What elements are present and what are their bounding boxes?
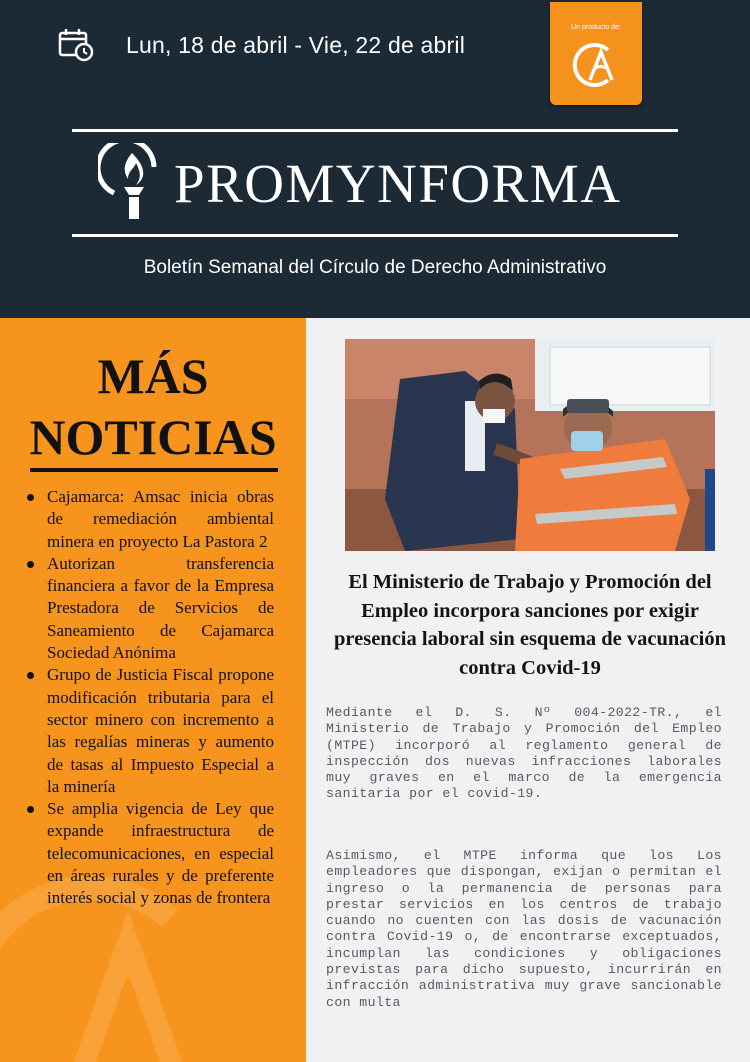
badge-caption: Un producto de: <box>571 24 621 31</box>
more-news-panel <box>0 318 306 1062</box>
more-news-title-line1: MÁS <box>97 348 209 404</box>
header-banner <box>0 0 750 318</box>
article-panel <box>306 318 750 1062</box>
cda-logo-icon <box>568 40 624 90</box>
producer-badge <box>550 2 642 105</box>
article-paragraph-2: Asimismo, el MTPE informa que los Los empleadores que dispongan, exijan o permitan el ingreso o la permanencia de personas para prestar servicios en los centros de trabajo cuando no cuenten con las dosis de vacunación contra Covid-19 o, de encontrarse exceptuados, incumplan las condiciones y obligaciones previstas para dicho supuesto, incurrirán en infracción administrativa muy grave sancionable con multa <box>326 848 722 1010</box>
subtitle: Boletín Semanal del Círculo de Derecho Administrativo <box>143 257 607 278</box>
vaccination-photo <box>345 339 715 551</box>
date-row <box>58 28 465 62</box>
title-underline <box>30 468 278 472</box>
brand <box>98 143 621 223</box>
more-news-title-line2: NOTICIAS <box>29 409 277 465</box>
article-paragraph-1: Mediante el D. S. Nº 004-2022-TR., el Ministerio de Trabajo y Promoción del Empleo (MTPE) incorporó al reglamento general de inspección dos nuevas infracciones laborales muy graves en el marco de la emergencia sanitaria por el covid-19. <box>326 705 722 802</box>
calendar-icon <box>58 28 94 62</box>
top-rule <box>72 129 678 132</box>
news-item[interactable]: Se amplia vigencia de Ley que expande infraestructura de telecomunicaciones, en especial en áreas rurales y de preferente interés social y zonas de frontera <box>22 798 274 909</box>
more-news-title <box>0 346 306 468</box>
news-item[interactable]: Cajamarca: Amsac inicia obras de remediación ambiental minera en proyecto La Pastora 2 <box>22 486 274 553</box>
date-range: Lun, 18 de abril - Vie, 22 de abril <box>126 31 466 58</box>
news-list <box>22 486 274 910</box>
torch-logo-icon <box>98 143 166 223</box>
bottom-rule <box>72 234 678 237</box>
brand-name: PROMYNFORMA <box>174 152 622 214</box>
article-headline: El Ministerio de Trabajo y Promoción del Empleo incorpora sanciones por exigir presencia laboral sin esquema de vacunación contra Covid-19 <box>334 571 726 679</box>
news-item[interactable]: Grupo de Justicia Fiscal propone modificación tributaria para el sector minero con incremento a las regalías mineras y aumento de tasas al Impuesto Especial a la minería <box>22 664 274 798</box>
news-item[interactable]: Autorizan transferencia financiera a favor de la Empresa Prestadora de Servicios de Saneamiento de Cajamarca Sociedad Anónima <box>22 553 274 664</box>
